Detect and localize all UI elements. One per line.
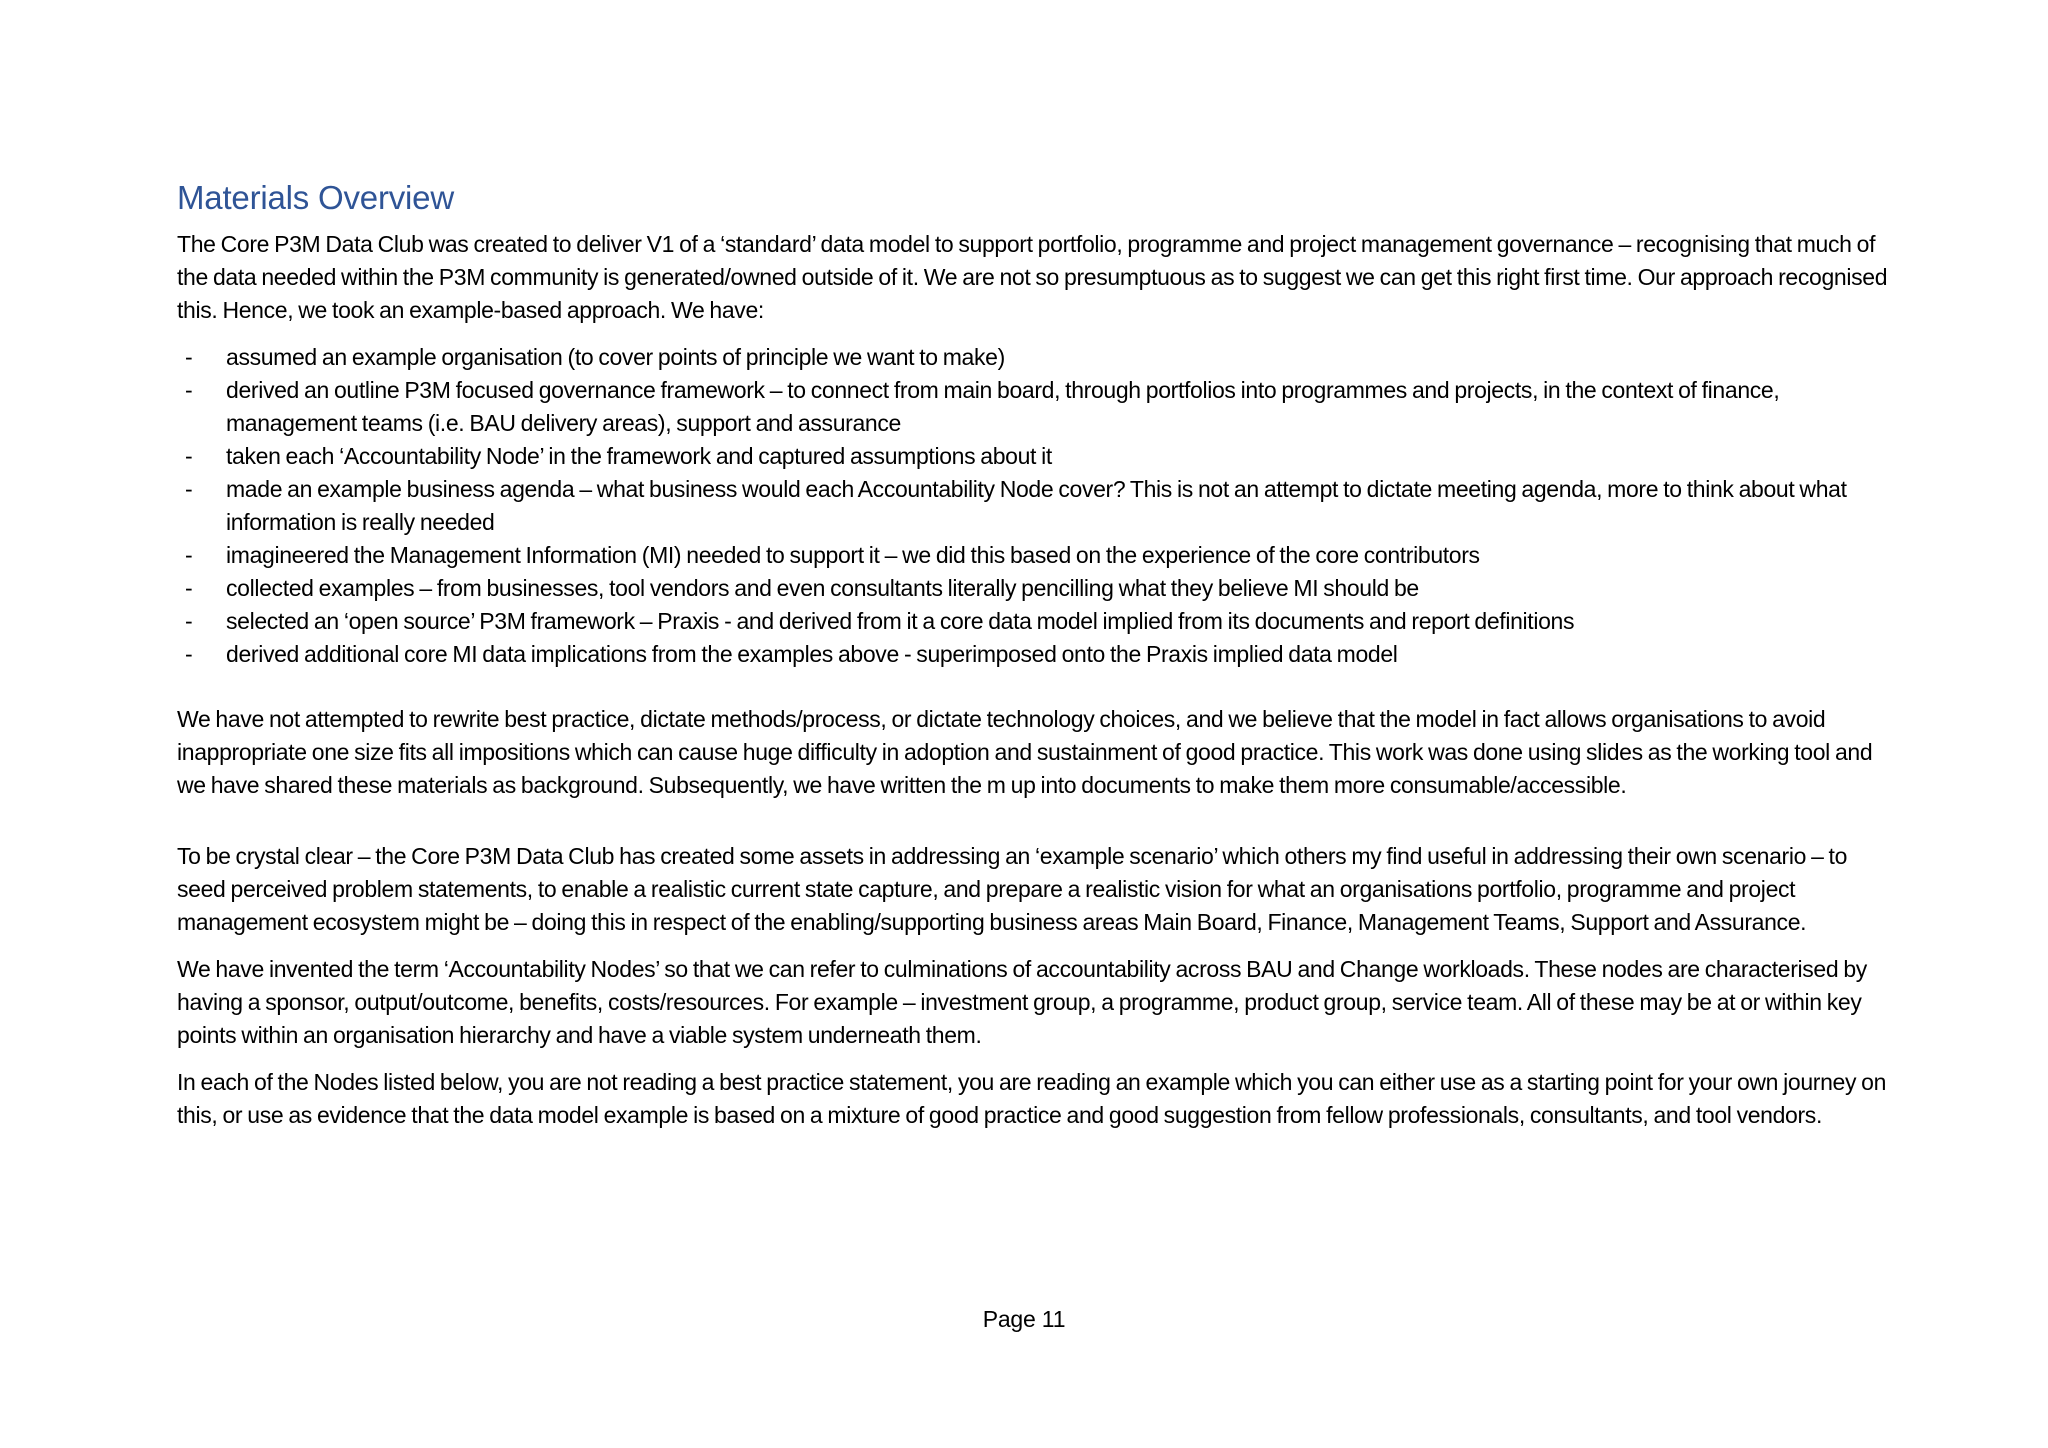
list-item [177,374,1897,440]
document-page [177,178,1897,1132]
list-item-text: selected an ‘open source’ P3M framework – Praxis - and derived from it a core data model implied from its documents and report definitions [226,608,1575,634]
list-item-text: derived additional core MI data implications from the examples above - superimposed onto the Praxis implied data model [226,641,1398,667]
bullet-marker: - [185,377,193,403]
bullet-marker: - [185,344,193,370]
bullet-marker: - [185,476,193,502]
body-paragraph-methods: We have not attempted to rewrite best practice, dictate methods/process, or dictate technology choices, and we believe that the model in fact allows organisations to avoid inappropriate one size fits all impositions which can cause huge difficulty in adoption and sustainment of good practice. This work was done using slides as the working tool and we have shared these materials as background. Subsequently, we have written the m up into documents to make them more consumable/accessible. [177,706,1873,798]
list-item [177,341,1897,374]
list-item [177,572,1897,605]
intro-paragraph: The Core P3M Data Club was created to deliver V1 of a ‘standard’ data model to support portfolio, programme and project management governance – recognising that much of the data needed within the P3M community is generated/owned outside of it. We are not so presumptuous as to suggest we can get this right first time. Our approach recognised this. Hence, we took an example-based approach. We have: [177,231,1888,323]
list-item-text: imagineered the Management Information (MI) needed to support it – we did this based on the experience of the core contributors [226,542,1480,568]
list-item-text: collected examples – from businesses, tool vendors and even consultants literally pencilling what they believe MI should be [226,575,1419,601]
section-heading: Materials Overview [177,179,454,216]
bullet-marker: - [185,608,193,634]
body-paragraph-nodes-example: In each of the Nodes listed below, you are not reading a best practice statement, you are reading an example which you can either use as a starting point for your own journey on this, or use as evidence that the data model example is based on a mixture of good practice and good suggestion from fellow professionals, consultants, and tool vendors. [177,1069,1887,1128]
approach-list [177,341,1897,671]
list-item-text: made an example business agenda – what business would each Accountability Node cover? This is not an attempt to dictate meeting agenda, more to think about what information is really needed [226,476,1847,535]
list-item [177,638,1897,671]
list-item [177,539,1897,572]
bullet-marker: - [185,443,193,469]
list-item [177,473,1897,539]
list-item-text: taken each ‘Accountability Node’ in the framework and captured assumptions about it [226,443,1052,469]
body-paragraph-scenario: To be crystal clear – the Core P3M Data Club has created some assets in addressing an ‘example scenario’ which others my find useful in addressing their own scenario – to seed perceived problem statements, to enable a realistic current state capture, and prepare a realistic vision for what an organisations portfolio, programme and project management ecosystem might be – doing this in respect of the enabling/supporting business areas Main Board, Finance, Management Teams, Support and Assurance. [177,843,1848,935]
list-item-text: assumed an example organisation (to cover points of principle we want to make) [226,344,1005,370]
bullet-marker: - [185,542,193,568]
bullet-marker: - [185,641,193,667]
bullet-marker: - [185,575,193,601]
body-paragraph-accountability-nodes: We have invented the term ‘Accountability Nodes’ so that we can refer to culminations of accountability across BAU and Change workloads. These nodes are characterised by having a sponsor, output/outcome, benefits, costs/resources. For example – investment group, a programme, product group, service team. All of these may be at or within key points within an organisation hierarchy and have a viable system underneath them. [177,956,1867,1048]
list-item [177,605,1897,638]
list-item [177,440,1897,473]
list-item-text: derived an outline P3M focused governance framework – to connect from main board, through portfolios into programmes and projects, in the context of finance, management teams (i.e. BAU delivery areas), support and assurance [226,377,1780,436]
page-number: Page 11 [982,1306,1066,1332]
